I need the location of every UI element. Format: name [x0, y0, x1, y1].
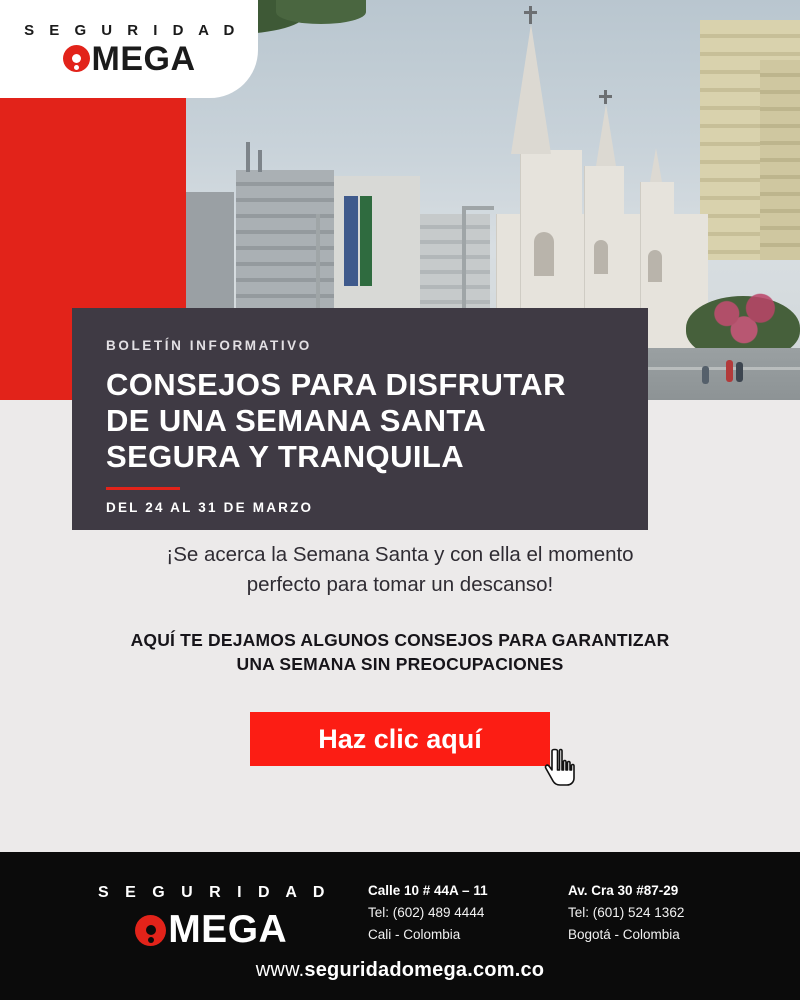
subheading-line-2: UNA SEMANA SIN PREOCUPACIONES	[236, 654, 564, 675]
website-link[interactable]	[0, 959, 800, 982]
street-lamp-icon	[462, 206, 466, 316]
antenna-icon	[246, 142, 250, 172]
office-phone: Tel: (601) 524 1362	[568, 904, 685, 920]
antenna-icon	[258, 150, 262, 172]
pedestrian	[736, 362, 743, 382]
pedestrian	[726, 360, 733, 382]
omega-circle-icon	[135, 915, 166, 946]
brand-name-bottom: MEGA	[91, 39, 196, 78]
panel-headline	[106, 367, 614, 475]
brand-logo	[0, 0, 258, 98]
lede-line-2: perfecto para tomar un descanso!	[246, 572, 554, 596]
building-green-stripe	[360, 196, 372, 286]
footer-brand-top: S E G U R I D A D	[98, 884, 331, 901]
panel-eyebrow: BOLETÍN INFORMATIVO	[106, 338, 312, 353]
bougainvillea-flowers	[698, 292, 794, 346]
website-prefix: www.	[255, 959, 305, 981]
church-side-spire	[596, 104, 616, 166]
brand-name-top: S E G U R I D A D	[24, 21, 240, 39]
subheading	[0, 629, 800, 676]
tree-foliage	[276, 0, 366, 24]
church-window	[594, 240, 608, 274]
office-address-bogota	[568, 880, 684, 946]
headline-line-3: SEGURA Y TRANQUILA	[106, 438, 464, 474]
office-city: Bogotá - Colombia	[568, 926, 680, 942]
hand-pointer-icon	[544, 748, 578, 788]
street-lamp-icon	[316, 214, 320, 310]
church-window	[648, 250, 662, 282]
panel-dates: DEL 24 AL 31 DE MARZO	[106, 499, 314, 515]
office-street: Av. Cra 30 #87-29	[568, 883, 679, 898]
cross-icon	[529, 6, 532, 24]
office-city: Cali - Colombia	[368, 926, 461, 942]
office-street: Calle 10 # 44A – 11	[368, 883, 488, 898]
lede-paragraph	[0, 540, 800, 599]
church-window	[534, 232, 554, 276]
headline-line-1: CONSEJOS PARA DISFRUTAR	[106, 367, 566, 402]
church-small-spire	[650, 148, 662, 182]
headline-line-2: DE UNA SEMANA SANTA	[106, 402, 487, 438]
headline-panel	[72, 308, 648, 530]
building-blue-stripe	[344, 196, 358, 286]
cta-container	[0, 712, 800, 766]
footer-brand-row	[135, 908, 287, 952]
cta-label: Haz clic aquí	[318, 723, 482, 754]
footer-brand-bottom: MEGA	[168, 908, 288, 951]
footer	[0, 852, 800, 1000]
building-far-right	[760, 60, 800, 260]
headline-divider	[106, 487, 180, 490]
footer-brand-logo	[92, 884, 330, 952]
church-main-spire	[511, 24, 551, 154]
lede-line-1: ¡Se acerca la Semana Santa y con ella el momento	[166, 543, 634, 566]
omega-circle-icon	[63, 45, 90, 72]
subheading-line-1: AQUÍ TE DEJAMOS ALGUNOS CONSEJOS PARA GARANTIZAR	[130, 630, 670, 651]
pedestrian	[702, 366, 709, 384]
office-phone: Tel: (602) 489 4444	[368, 904, 485, 920]
body-copy	[0, 540, 800, 677]
website-domain: seguridadomega.com.co	[304, 959, 545, 981]
street-lamp-arm	[462, 206, 494, 210]
office-address-cali	[368, 880, 488, 946]
cross-icon	[604, 90, 607, 104]
cta-button[interactable]	[250, 712, 550, 766]
brand-name-row	[63, 39, 196, 78]
